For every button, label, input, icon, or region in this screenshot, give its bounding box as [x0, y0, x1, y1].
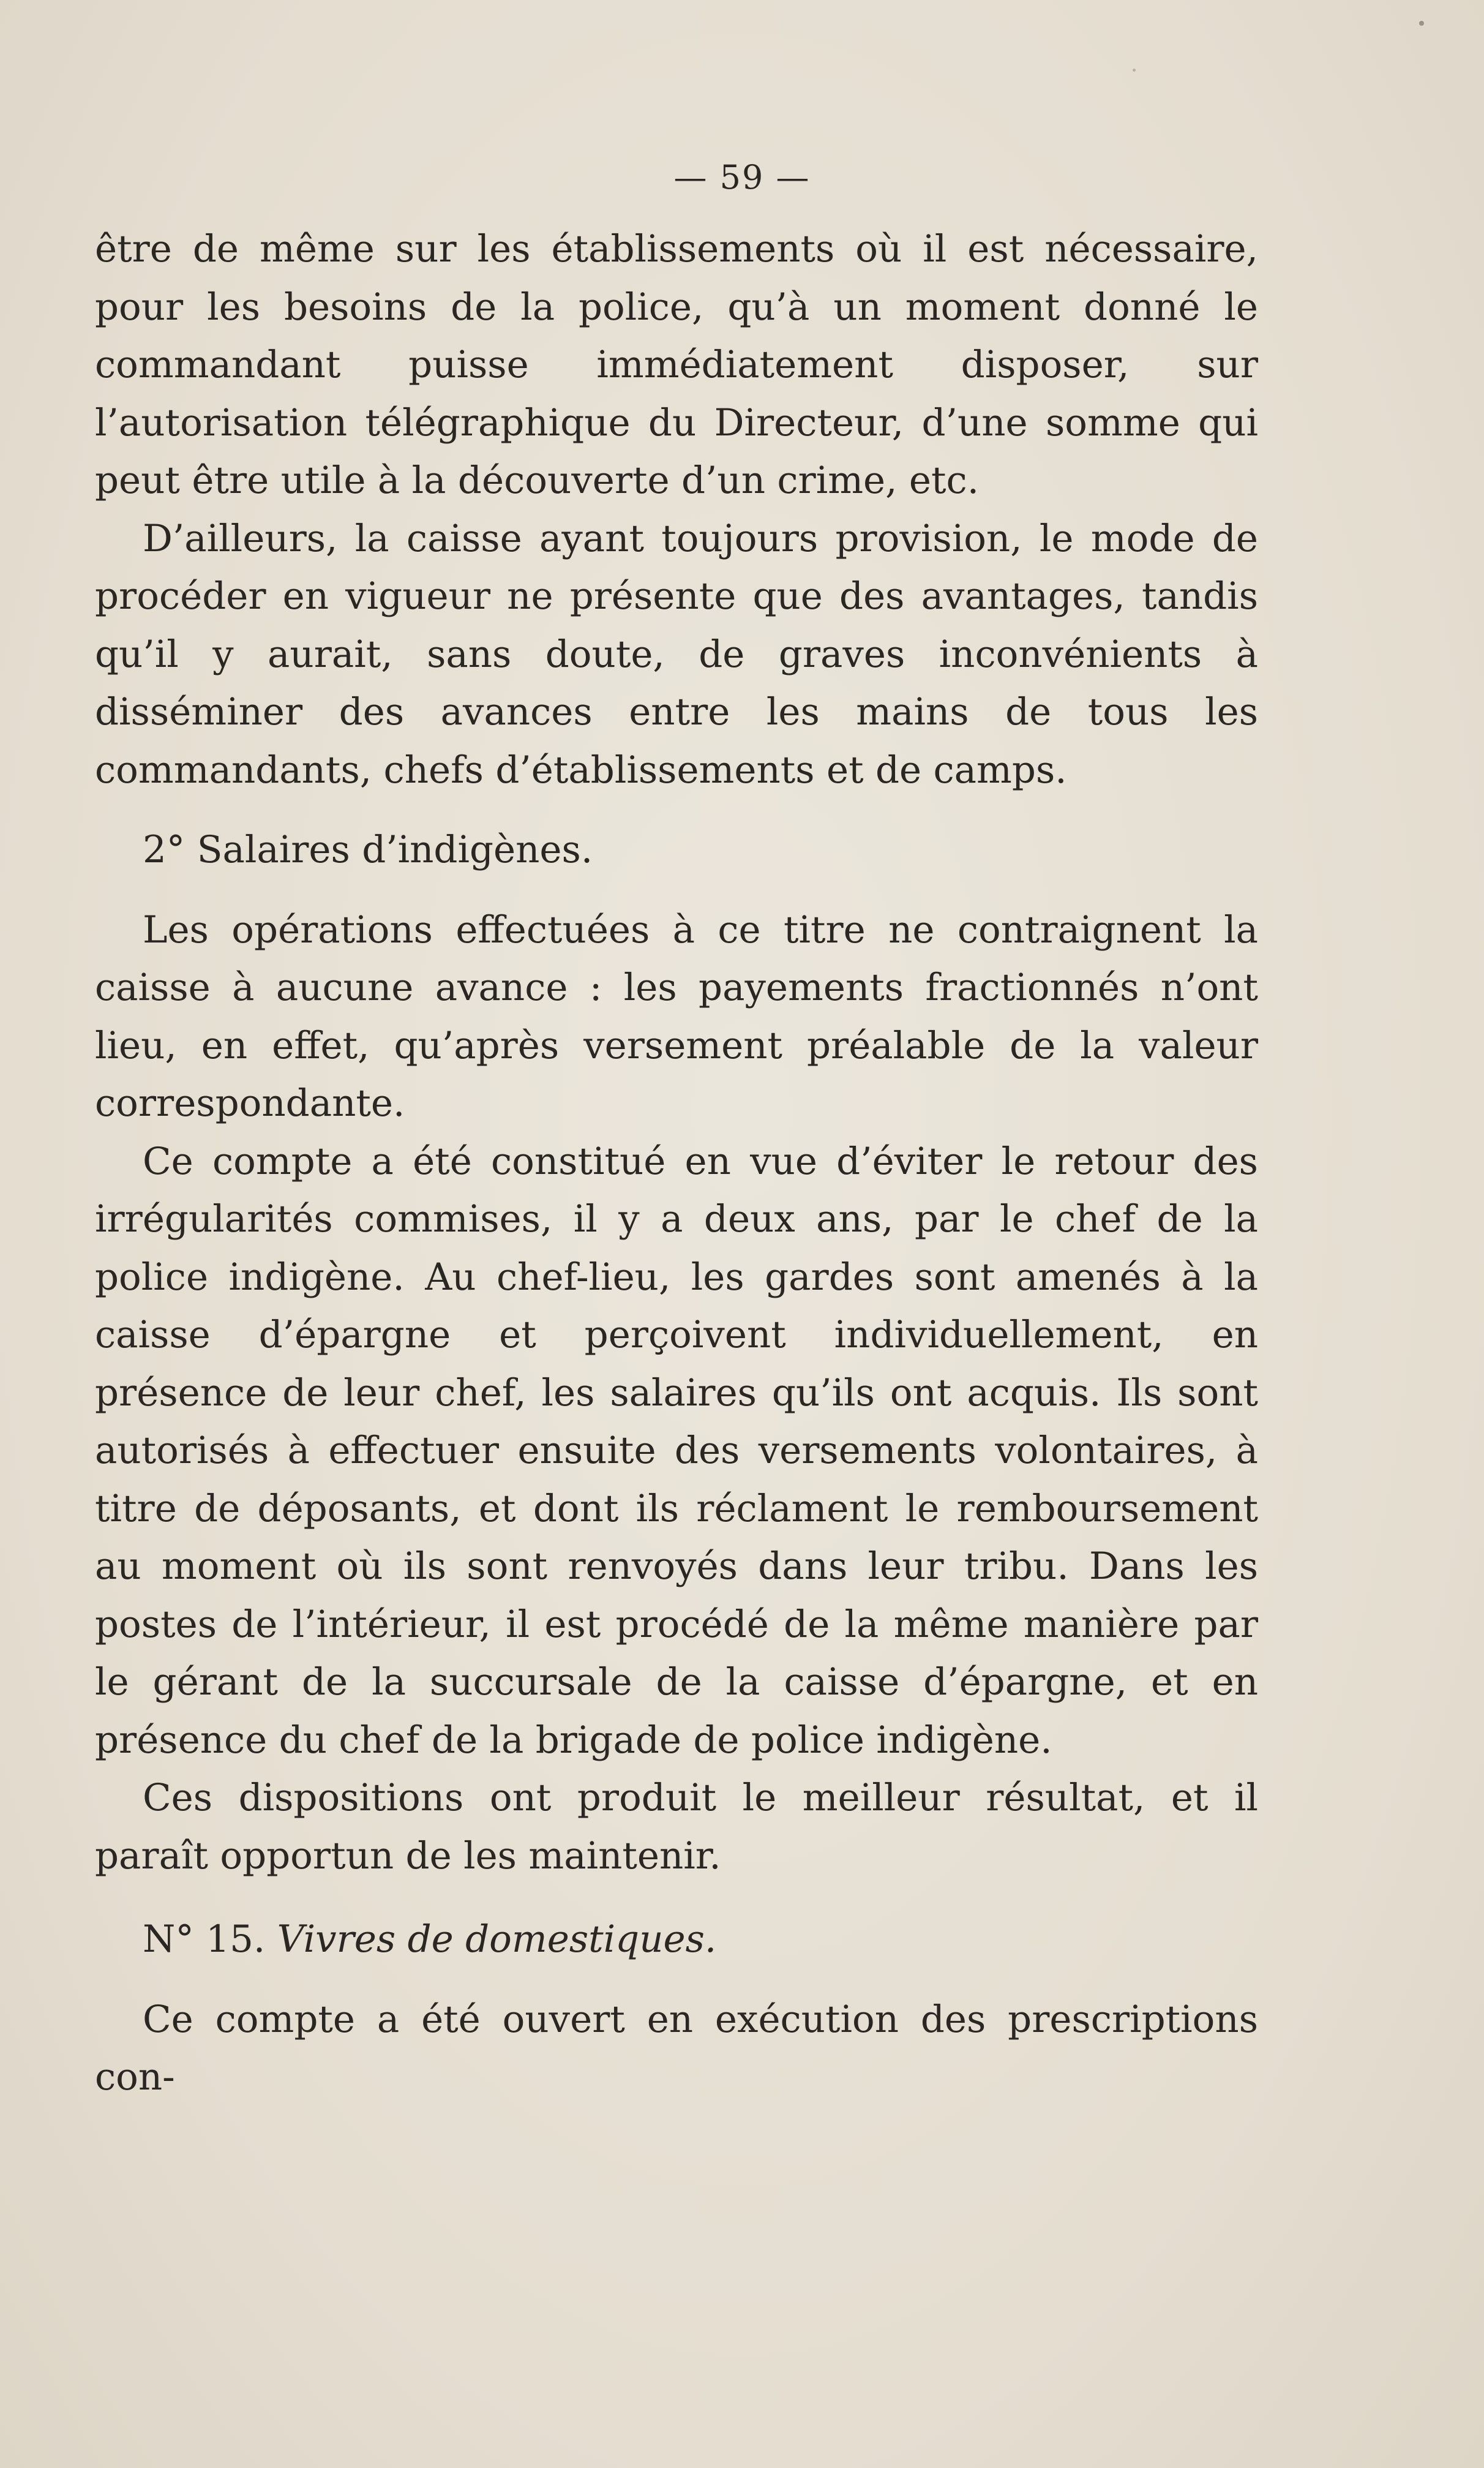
- paragraph: Ce compte a été ouvert en exécution des prescriptions con-: [95, 1997, 1258, 2099]
- paragraph: Les opérations effectuées à ce titre ne contraignent la caisse à aucune avance : les payements fractionnés n’ont lieu, en effet, qu’après versement préalable de la valeur correspondante.: [95, 908, 1258, 1125]
- spacer: [95, 799, 1258, 821]
- paragraph: D’ailleurs, la caisse ayant toujours provision, le mode de procéder en vigueur ne présente que des avantages, tandis qu’il y aurait, sans doute, de graves inconvénients à disséminer des avances entre les mains de tous les commandants, chefs d’établissements et de camps.: [95, 516, 1258, 792]
- spacer: [95, 1969, 1258, 1991]
- spacer: [95, 879, 1258, 901]
- paper-speck: [1133, 69, 1136, 72]
- paper-speck: [1419, 21, 1424, 26]
- spacer: [95, 1885, 1258, 1911]
- section-heading: [95, 1911, 1258, 1969]
- paragraph: Ce compte a été constitué en vue d’éviter le retour des irrégularités commises, il y a deux ans, par le chef de la police indigène. Au chef-lieu, les gardes sont amenés à la caisse d’épargne et perçoivent individuellement, en présence de leur chef, les salaires qu’ils ont acquis. Ils sont autorisés à effectuer ensuite des versements volontaires, à titre de déposants, et dont ils réclament le remboursement au moment où ils sont renvoyés dans leur tribu. Dans les postes de l’intérieur, il est procédé de la même manière par le gérant de la succursale de la caisse d’épargne, et en présence du chef de la brigade de police indigène.: [95, 1139, 1258, 1762]
- section-number: N° 15.: [143, 1917, 266, 1961]
- paragraph: être de même sur les établissements où il est nécessaire, pour les besoins de la police, qu’à un moment donné le commandant puisse immédiatement disposer, sur l’autorisation télégraphique du Directeur, d’une somme qui peut être utile à la découverte d’un crime, etc.: [95, 227, 1258, 502]
- subsection-heading: 2° Salaires d’indigènes.: [143, 828, 593, 871]
- body-text: [95, 220, 1258, 2107]
- section-title: Vivres de domestiques.: [277, 1917, 717, 1961]
- page-number: — 59 —: [673, 158, 811, 197]
- paragraph: Ces dispositions ont produit le meilleur résultat, et il paraît opportun de les maintenir.: [95, 1776, 1258, 1878]
